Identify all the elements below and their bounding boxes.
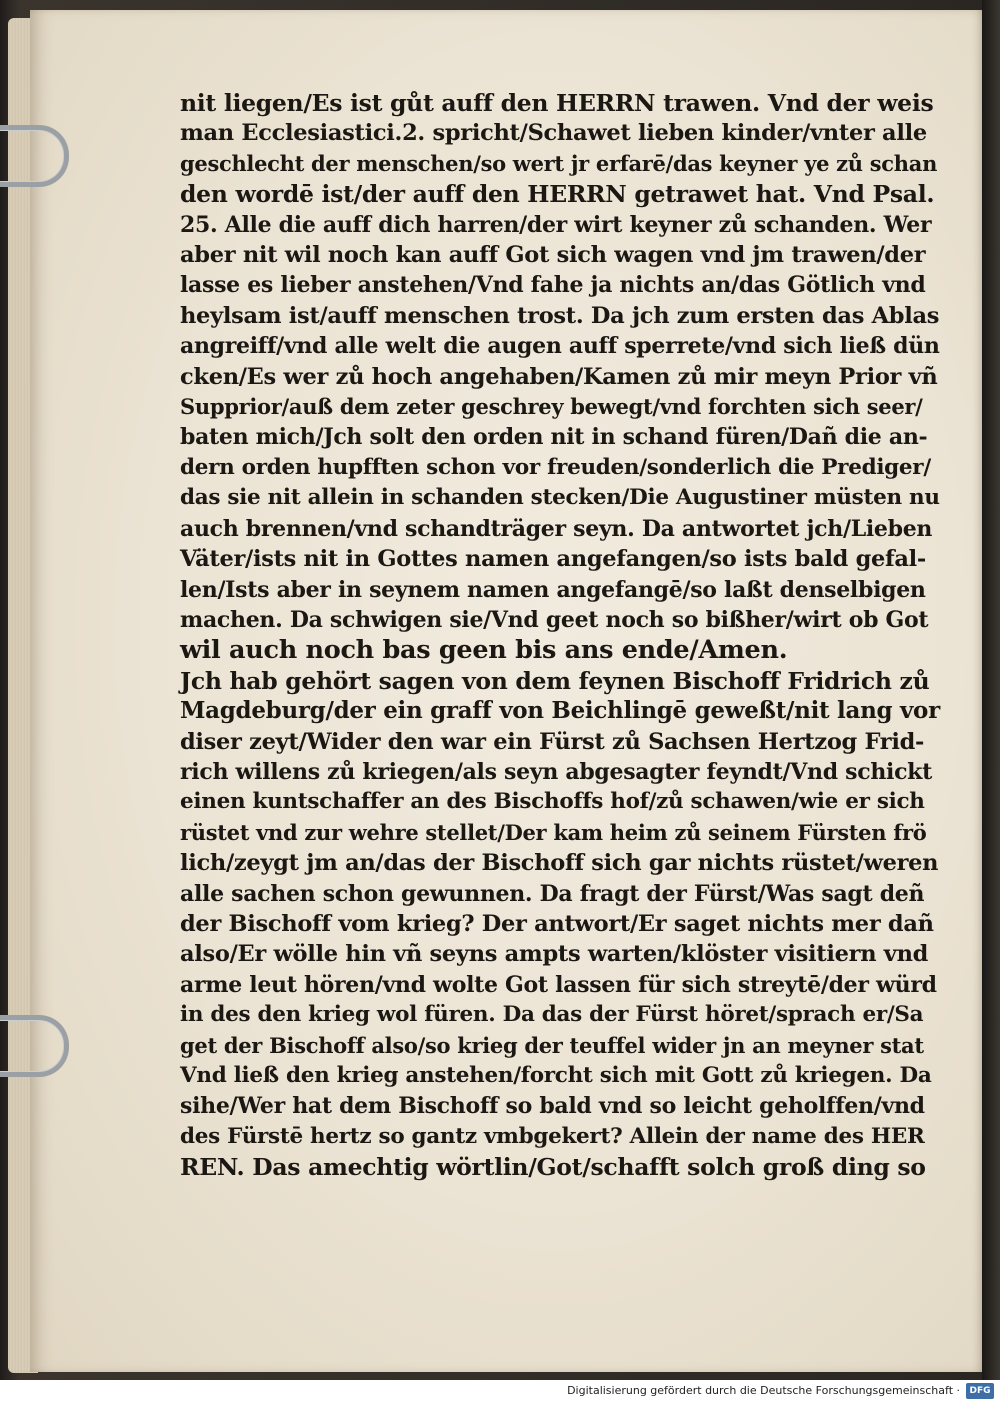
text-line: alle sachen schon gewunnen. Da fragt der Fürst/Was sagt deñ [180, 880, 925, 907]
text-line: len/Ists aber in seynem namen angefangē/so laßt denselbigen [180, 576, 926, 603]
text-line: dern orden hupfften schon vor freuden/sonderlich die Prediger/ [180, 454, 931, 480]
text-line: lich/zeygt jm an/das der Bischoff sich gar nichts rüstet/weren [180, 850, 939, 877]
paper-clip-top [0, 125, 69, 187]
text-line: Magdeburg/der ein graff von Beichlingē geweßt/nit lang vor [180, 697, 940, 725]
text-line: in des den krieg wol füren. Da das der Fürst höret/sprach er/Sa [180, 1002, 924, 1028]
text-line: rüstet vnd zur wehre stellet/Der kam heim zů seinem Fürsten frö [180, 819, 927, 845]
text-line: get der Bischoff also/so krieg der teuffel wider jn an meyner stat [180, 1032, 924, 1058]
text-line: heylsam ist/auff menschen trost. Da jch zum ersten das Ablas [180, 302, 940, 329]
text-line: wil auch noch bas geen bis ans ende/Amen. [180, 635, 788, 666]
right-scan-border [982, 0, 1000, 1380]
text-line: man Ecclesiastici.2. spricht/Schawet lieben kinder/vnter alle [180, 120, 927, 147]
text-line: des Fürstē hertz so gantz vmbgekert? Allein der name des HER [180, 1123, 925, 1149]
digitization-credit: Digitalisierung gefördert durch die Deutsche Forschungsgemeinschaft · [567, 1384, 960, 1397]
text-line: Jch hab gehört sagen von dem feynen Bischoff Fridrich zů [180, 666, 930, 695]
page-text [180, 88, 940, 1183]
text-line: geschlecht der menschen/so wert jr erfarē/das keyner ye zů schan [180, 150, 938, 176]
text-line: aber nit wil noch kan auff Got sich wagen vnd jm trawen/der [180, 242, 926, 269]
text-line: rich willens zů kriegen/als seyn abgesagter feyndt/Vnd schickt [180, 758, 932, 785]
text-line: machen. Da schwigen sie/Vnd geet noch so bißher/wirt ob Got [180, 606, 929, 633]
text-line: den wordē ist/der auff den HERRN getrawet hat. Vnd Psal. [180, 180, 935, 209]
text-line: arme leut hören/vnd wolte Got lassen für sich streytē/der würd [180, 971, 937, 998]
text-line: Supprior/auß dem zeter geschrey bewegt/vnd forchten sich seer/ [180, 394, 923, 420]
text-line: einen kuntschaffer an des Bischoffs hof/zů schawen/wie er sich [180, 789, 925, 815]
text-line: Väter/ists nit in Gottes namen angefangen/so ists bald gefal- [180, 546, 926, 573]
text-line: Vnd ließ den krieg anstehen/forcht sich mit Gott zů kriegen. Da [180, 1063, 932, 1088]
text-line: sihe/Wer hat dem Bischoff so bald vnd so leicht geholffen/vnd [180, 1093, 925, 1120]
text-line: angreiff/vnd alle welt die augen auff sperrete/vnd sich ließ dün [180, 333, 940, 360]
text-line: baten mich/Jch solt den orden nit in schand füren/Dañ die an- [180, 424, 928, 451]
text-line: lasse es lieber anstehen/Vnd fahe ja nichts an/das Götlich vnd [180, 272, 926, 299]
text-line: auch brennen/vnd schandträger seyn. Da antwortet jch/Lieben [180, 515, 933, 542]
text-line: diser zeyt/Wider den war ein Fürst zů Sachsen Hertzog Frid- [180, 728, 925, 755]
paper-clip-bottom [0, 1015, 69, 1077]
footer-bar [0, 1380, 1000, 1403]
text-line: nit liegen/Es ist gůt auff den HERRN trawen. Vnd der weis [180, 89, 934, 117]
dfg-logo: DFG [966, 1383, 994, 1399]
text-line: der Bischoff vom krieg? Der antwort/Er saget nichts mer dañ [180, 910, 934, 937]
text-line: 25. Alle die auff dich harren/der wirt keyner zů schanden. Wer [180, 211, 932, 238]
text-line: also/Er wölle hin vñ seyns ampts warten/klöster visitiern vnd [180, 941, 929, 968]
text-line: das sie nit allein in schanden stecken/Die Augustiner müsten nu [180, 485, 940, 511]
text-line: REN. Das amechtig wörtlin/Got/schafft solch groß ding so [180, 1153, 926, 1182]
text-line: cken/Es wer zů hoch angehaben/Kamen zů mir meyn Prior vñ [180, 363, 938, 390]
